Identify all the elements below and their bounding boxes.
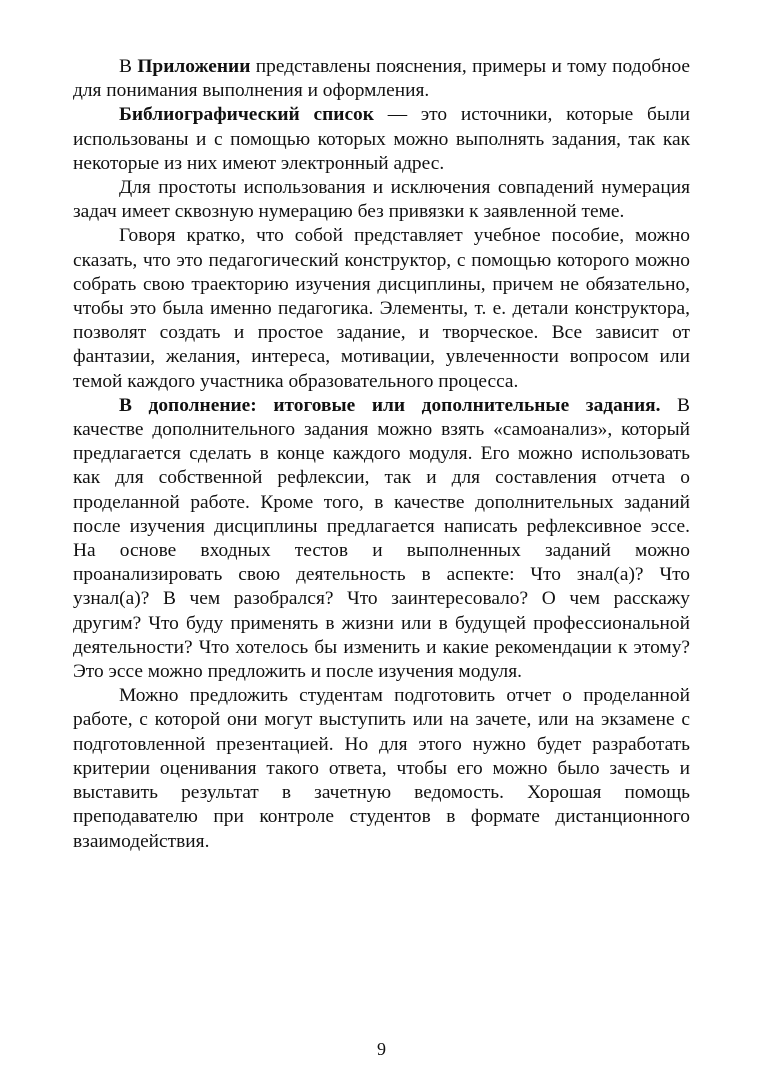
paragraph-additional-tasks	[73, 394, 690, 684]
paragraph-text: представлены пояснения, примеры и тому подобное для понимания выполнения и оформления.	[73, 56, 691, 102]
paragraph-text: В качестве дополнительного задания можно взять «самоанализ», который предлагается сделать в конце каждого модуля. Его можно использовать как для собственной рефлексии, так и для составления отчета о проделанной работе. Кроме того, в качестве дополнительных заданий после изучения дисциплины предлагается написать рефлексивное эссе. На основе входных тестов и выполненных заданий можно проанализировать свою деятельность в аспекте: Что знал(а)? Что узнал(а)? В чем разобрался? Что заинтересовало? О чем расскажу другим? Что буду применять в жизни или в будущей профессиональной деятельности? Что хотелось бы изменить и какие рекомендации к этому? Это эссе можно предложить и после изучения модуля.	[73, 394, 690, 683]
paragraph-appendix	[73, 55, 690, 103]
paragraph-text: Можно предложить студентам подготовить отчет о проделанной работе, с которой они могут выступить или на зачете, или на экзамене с подготовленной презентацией. Но для этого нужно будет разработать критерии оценивания такого ответа, чтобы его можно было зачесть и выставить результат в зачетную ведомость. Хорошая помощь преподавателю при контроле студентов в формате дистанционного взаимодействия.	[73, 685, 690, 852]
paragraph-text: В	[119, 56, 138, 77]
paragraph-bibliography	[73, 103, 690, 176]
paragraph-text: — это источники, которые были использованы и с помощью которых можно выполнять задания, так как некоторые из них имеют электронный адрес.	[73, 104, 690, 174]
paragraph-text: Для простоты использования и исключения совпадений нумерация задач имеет сквозную нумерацию без привязки к заявленной теме.	[73, 177, 690, 223]
paragraph-bold-term: Приложении	[137, 56, 251, 77]
paragraph-numbering	[73, 176, 690, 224]
paragraph-report	[73, 684, 690, 853]
page-number: 9	[377, 1039, 386, 1059]
paragraph-summary	[73, 224, 690, 393]
paragraph-text: Говоря кратко, что собой представляет учебное пособие, можно сказать, что это педагогический конструктор, с помощью которого можно собрать свою траекторию изучения дисциплины, причем не обязательно, чтобы это была именно педагогика. Элементы, т. е. детали конструктора, позволят создать и простое задание, и творческое. Все зависит от фантазии, желания, интереса, мотивации, увлеченности вопросом или темой каждого участника образовательного процесса.	[73, 225, 690, 392]
paragraph-bold-term: В дополнение: итоговые или дополнительные задания.	[119, 394, 661, 416]
paragraph-bold-term: Библиографический список	[119, 104, 374, 126]
page-body	[73, 55, 690, 854]
